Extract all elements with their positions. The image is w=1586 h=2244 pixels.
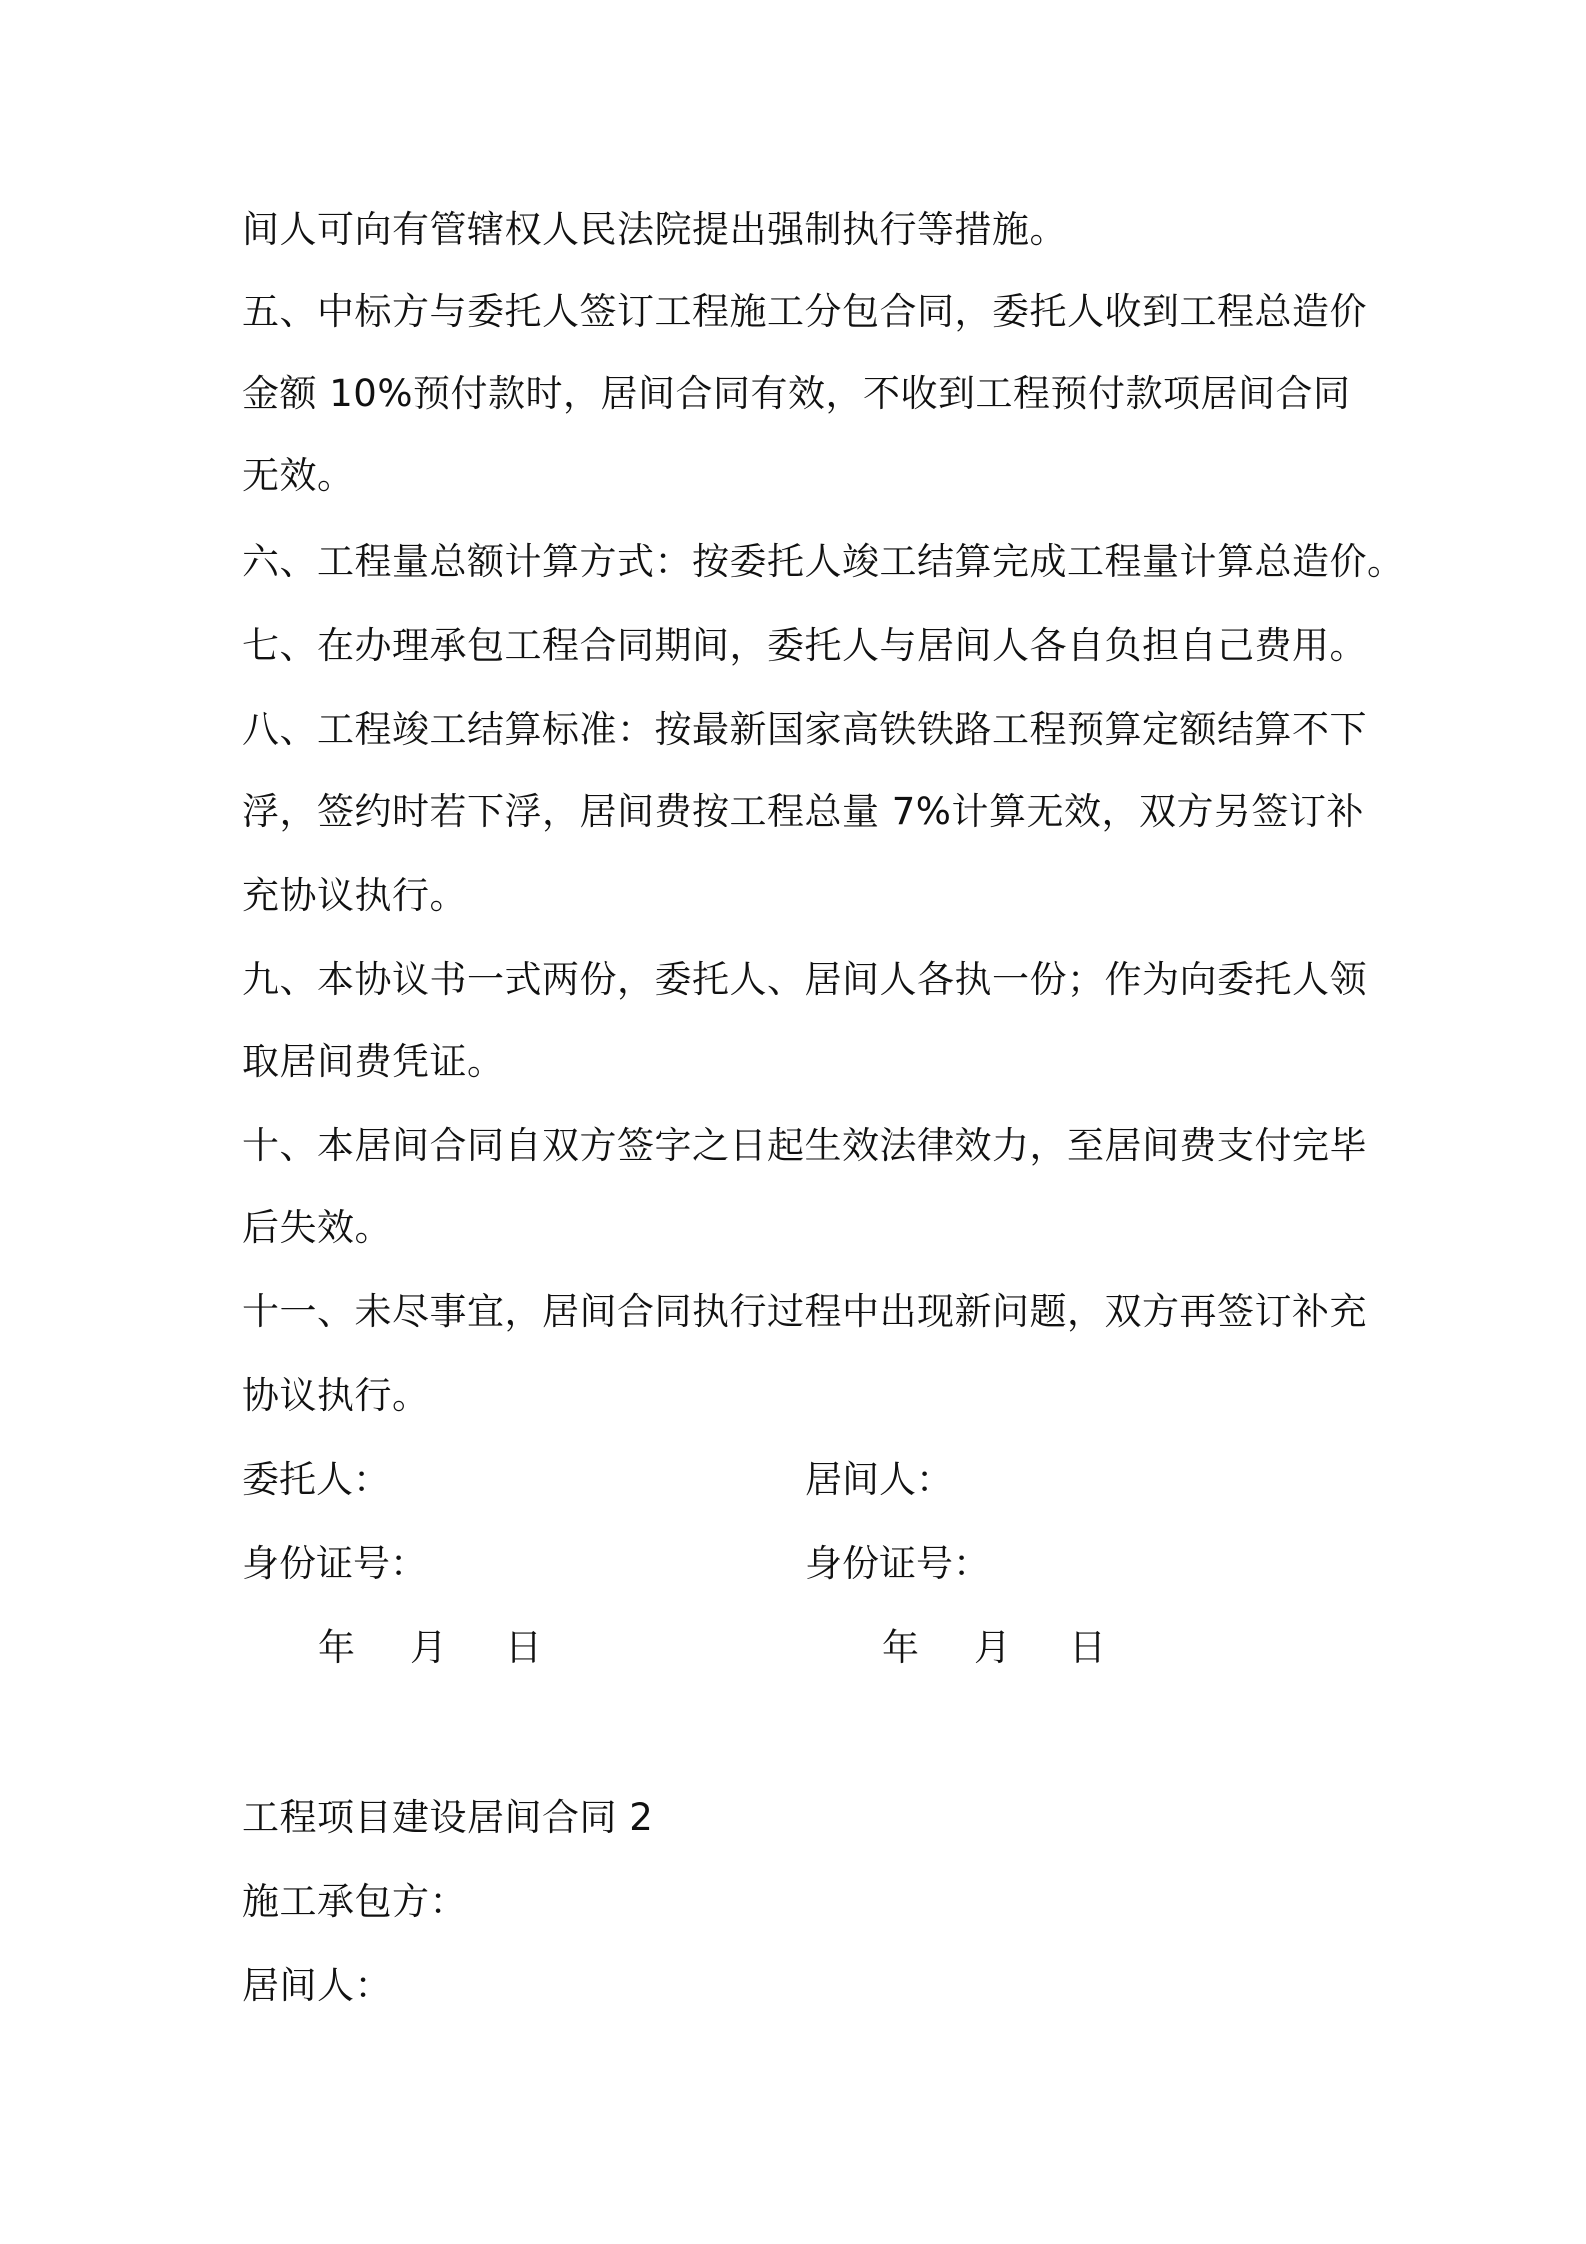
text-line: 金额 10%预付款时，居间合同有效，不收到工程预付款项居间合同 [242,372,1351,415]
text-line: 无效。 [242,454,355,497]
text-line: 取居间费凭证。 [242,1040,505,1083]
text-line: 后失效。 [242,1206,392,1249]
client-signature-label: 委托人： [242,1458,390,1501]
text-line: 六、工程量总额计算方式：按委托人竣工结算完成工程量计算总造价。 [242,540,1405,583]
intermediary-date-month: 月 [974,1626,1011,1669]
contract2-intermediary-label: 居间人： [242,1964,392,2007]
intermediary-id-label: 身份证号： [805,1542,990,1585]
text-line: 间人可向有管辖权人民法院提出强制执行等措施。 [242,208,1067,251]
text-line: 十一、未尽事宜，居间合同执行过程中出现新问题，双方再签订补充 [242,1290,1367,1333]
text-line: 五、中标方与委托人签订工程施工分包合同，委托人收到工程总造价 [242,290,1367,333]
intermediary-signature-label: 居间人： [805,1458,953,1501]
text-line: 十、本居间合同自双方签字之日起生效法律效力，至居间费支付完毕 [242,1124,1367,1167]
intermediary-date-day: 日 [1069,1626,1106,1669]
client-id-label: 身份证号： [242,1542,427,1585]
client-date-day: 日 [505,1626,542,1669]
text-line: 七、在办理承包工程合同期间，委托人与居间人各自负担自己费用。 [242,624,1367,667]
text-line: 九、本协议书一式两份，委托人、居间人各执一份；作为向委托人领 [242,958,1367,1001]
contract2-contractor-label: 施工承包方： [242,1880,467,1923]
text-line: 浮，签约时若下浮，居间费按工程总量 7%计算无效，双方另签订补 [242,790,1364,833]
client-date-month: 月 [410,1626,447,1669]
text-line: 八、工程竣工结算标准：按最新国家高铁铁路工程预算定额结算不下 [242,708,1367,751]
text-line: 充协议执行。 [242,874,467,917]
intermediary-date-year: 年 [882,1626,919,1669]
client-date-year: 年 [318,1626,355,1669]
text-line: 协议执行。 [242,1374,430,1417]
contract2-title: 工程项目建设居间合同 2 [242,1796,654,1839]
